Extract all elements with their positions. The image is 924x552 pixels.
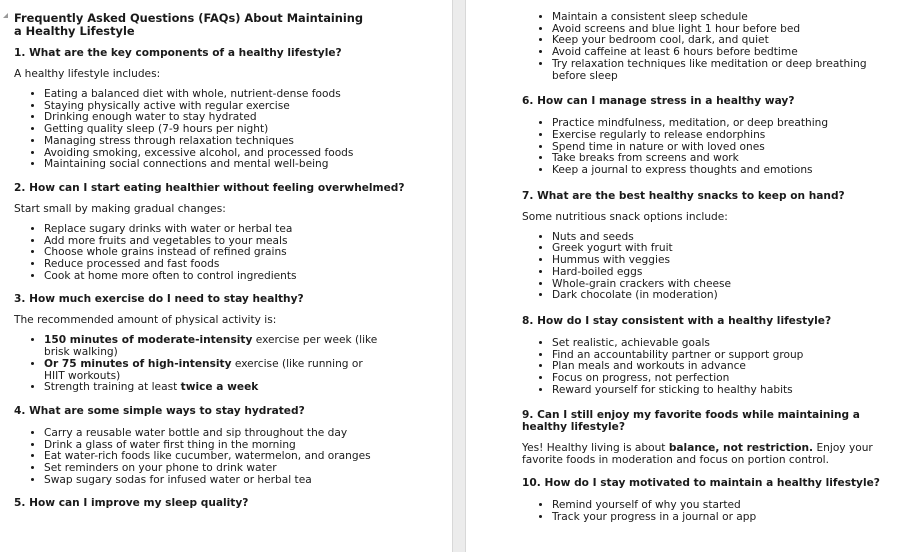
list-item-text: exercise per week (like brisk walking)	[44, 334, 378, 359]
list-item: • Eat water-rich foods like cucumber, watermelon, and oranges	[44, 451, 434, 463]
document-title: Frequently Asked Questions (FAQs) About Maintaining a Healthy Lifestyle	[14, 11, 364, 38]
right-page	[466, 0, 924, 552]
list-item: • Remind yourself of why you started	[552, 500, 902, 512]
faq-heading-1: 1. What are the key components of a healthy lifestyle?	[14, 47, 342, 59]
faq-list-8	[522, 338, 902, 397]
faq-list-3	[14, 335, 384, 394]
faq-intro-1: A healthy lifestyle includes:	[14, 68, 161, 80]
list-item: • Whole-grain crackers with cheese	[552, 279, 902, 291]
list-item: • Hummus with veggies	[552, 255, 902, 267]
faq-heading-2: 2. How can I start eating healthier without feeling overwhelmed?	[14, 181, 405, 194]
list-item: • Add more fruits and vegetables to your meals	[44, 236, 434, 248]
right-column-content	[522, 12, 902, 524]
faq-heading-3: 3. How much exercise do I need to stay healthy?	[14, 293, 304, 306]
list-item: • Practice mindfulness, meditation, or deep breathing	[552, 118, 902, 130]
list-item: • Set realistic, achievable goals	[552, 338, 902, 350]
list-item: • Exercise regularly to release endorphins	[552, 130, 902, 142]
list-item	[44, 335, 384, 358]
list-item: • Swap sugary sodas for infused water or herbal tea	[44, 475, 434, 487]
list-item: • Avoid screens and blue light 1 hour before bed	[552, 24, 898, 36]
list-item: • Keep a journal to express thoughts and emotions	[552, 165, 902, 177]
left-column-content	[14, 12, 434, 509]
list-item: • Carry a reusable water bottle and sip throughout the day	[44, 428, 434, 440]
answer-text: Enjoy your favorite foods in moderation and focus on portion control.	[522, 442, 873, 467]
list-item: • Find an accountability partner or support group	[552, 350, 902, 362]
list-item: • Cook at home more often to control ingredients	[44, 271, 434, 283]
faq-list-4	[14, 428, 434, 487]
list-item: • Staying physically active with regular exercise	[44, 101, 434, 113]
faq-intro-2: Start small by making gradual changes:	[14, 202, 226, 215]
list-item: • Choose whole grains instead of refined grains	[44, 247, 434, 259]
list-item: • Reduce processed and fast foods	[44, 259, 434, 271]
faq-heading-9: 9. Can I still enjoy my favorite foods while maintaining a healthy lifestyle?	[522, 409, 860, 434]
list-item: • Replace sugary drinks with water or herbal tea	[44, 224, 434, 236]
faq-heading-7: 7. What are the best healthy snacks to keep on hand?	[522, 189, 845, 202]
left-page	[0, 0, 452, 552]
answer-text: Yes! Healthy living is about	[522, 442, 666, 455]
list-item: • Try relaxation techniques like meditation or deep breathing before sleep	[552, 59, 898, 82]
list-item: • Managing stress through relaxation techniques	[44, 136, 434, 148]
list-item: • Drinking enough water to stay hydrated	[44, 112, 434, 124]
answer-bold: balance, not restriction.	[668, 442, 814, 455]
list-item: • Spend time in nature or with loved ones	[552, 142, 902, 154]
faq-list-7	[522, 232, 902, 302]
faq-heading-8: 8. How do I stay consistent with a healthy lifestyle?	[522, 314, 832, 327]
list-item-bold: twice a week	[180, 381, 259, 394]
faq-intro-7: Some nutritious snack options include:	[522, 210, 728, 223]
list-item: • Greek yogurt with fruit	[552, 243, 902, 255]
faq-list-5	[522, 12, 898, 82]
list-item	[44, 359, 384, 382]
list-item: • Drink a glass of water first thing in the morning	[44, 440, 434, 452]
list-item: • Eating a balanced diet with whole, nutrient-dense foods	[44, 89, 434, 101]
list-item: • Hard-boiled eggs	[552, 267, 902, 279]
list-item	[44, 382, 384, 394]
list-item: • Getting quality sleep (7-9 hours per night)	[44, 124, 434, 136]
list-item-bold: 150 minutes of moderate-intensity	[44, 334, 253, 347]
list-item: • Dark chocolate (in moderation)	[552, 290, 902, 302]
list-item: • Keep your bedroom cool, dark, and quiet	[552, 35, 898, 47]
faq-list-2	[14, 224, 434, 283]
list-item: • Avoiding smoking, excessive alcohol, and processed foods	[44, 148, 434, 160]
list-item: • Set reminders on your phone to drink water	[44, 463, 434, 475]
list-item: • Take breaks from screens and work	[552, 153, 902, 165]
faq-answer-9	[522, 442, 897, 466]
faq-list-6	[522, 118, 902, 177]
list-item: • Focus on progress, not perfection	[552, 373, 902, 385]
list-item: • Plan meals and workouts in advance	[552, 361, 902, 373]
list-item-text: exercise (like running or HIIT workouts)	[44, 357, 363, 382]
list-item: • Avoid caffeine at least 6 hours before bedtime	[552, 47, 898, 59]
faq-heading-4: 4. What are some simple ways to stay hydrated?	[14, 404, 305, 417]
faq-intro-3: The recommended amount of physical activity is:	[14, 314, 277, 327]
list-item-text: Strength training at least	[44, 381, 178, 394]
list-item: • Nuts and seeds	[552, 232, 902, 244]
page-gutter	[452, 0, 466, 552]
list-item-bold: Or 75 minutes of high-intensity	[44, 357, 232, 370]
faq-heading-6: 6. How can I manage stress in a healthy way?	[522, 95, 795, 108]
list-item: • Track your progress in a journal or app	[552, 512, 902, 524]
list-item: • Reward yourself for sticking to healthy habits	[552, 385, 902, 397]
list-item: • Maintain a consistent sleep schedule	[552, 12, 898, 24]
faq-list-1	[14, 89, 434, 171]
faq-list-10	[522, 500, 902, 523]
collapse-triangle-icon[interactable]	[3, 13, 8, 18]
faq-heading-5: 5. How can I improve my sleep quality?	[14, 497, 249, 510]
list-item: • Maintaining social connections and mental well-being	[44, 159, 434, 171]
faq-heading-10: 10. How do I stay motivated to maintain a healthy lifestyle?	[522, 477, 880, 490]
